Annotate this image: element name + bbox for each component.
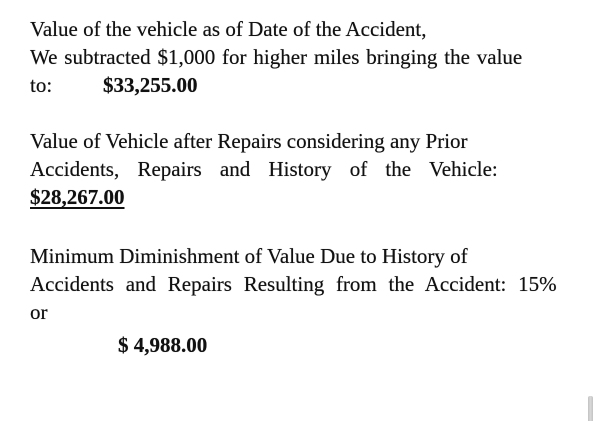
paragraph-value-after-repairs [30,127,586,211]
diminishment-amount-line [30,331,586,359]
document-page [30,15,586,359]
diminishment-line3: or [30,300,48,324]
vehicle-value-amount: $33,255.00 [103,73,198,97]
vehicle-value-line2: We subtracted $1,000 for higher miles bringing the value [30,45,523,69]
after-repairs-line3 [30,183,586,211]
vehicle-value-line1: Value of the vehicle as of Date of the Accident, [30,17,427,41]
paragraph-diminishment [30,242,586,359]
after-repairs-line2: Accidents, Repairs and History of the Vehicle: [30,157,498,181]
paragraph-spacer [30,99,586,127]
diminishment-amount: $ 4,988.00 [118,333,208,357]
diminishment-line2: Accidents and Repairs Resulting from the Accident: 15% [30,272,557,296]
paragraph-vehicle-value [30,15,586,99]
vehicle-value-line3 [30,71,586,99]
vertical-scrollbar-thumb[interactable] [588,396,593,421]
after-repairs-line1: Value of Vehicle after Repairs considering any Prior [30,129,468,153]
paragraph-spacer [30,211,586,242]
to-label: to: [30,73,53,97]
diminishment-line1: Minimum Diminishment of Value Due to History of [30,244,468,268]
after-repairs-amount: $28,267.00 [30,185,125,209]
